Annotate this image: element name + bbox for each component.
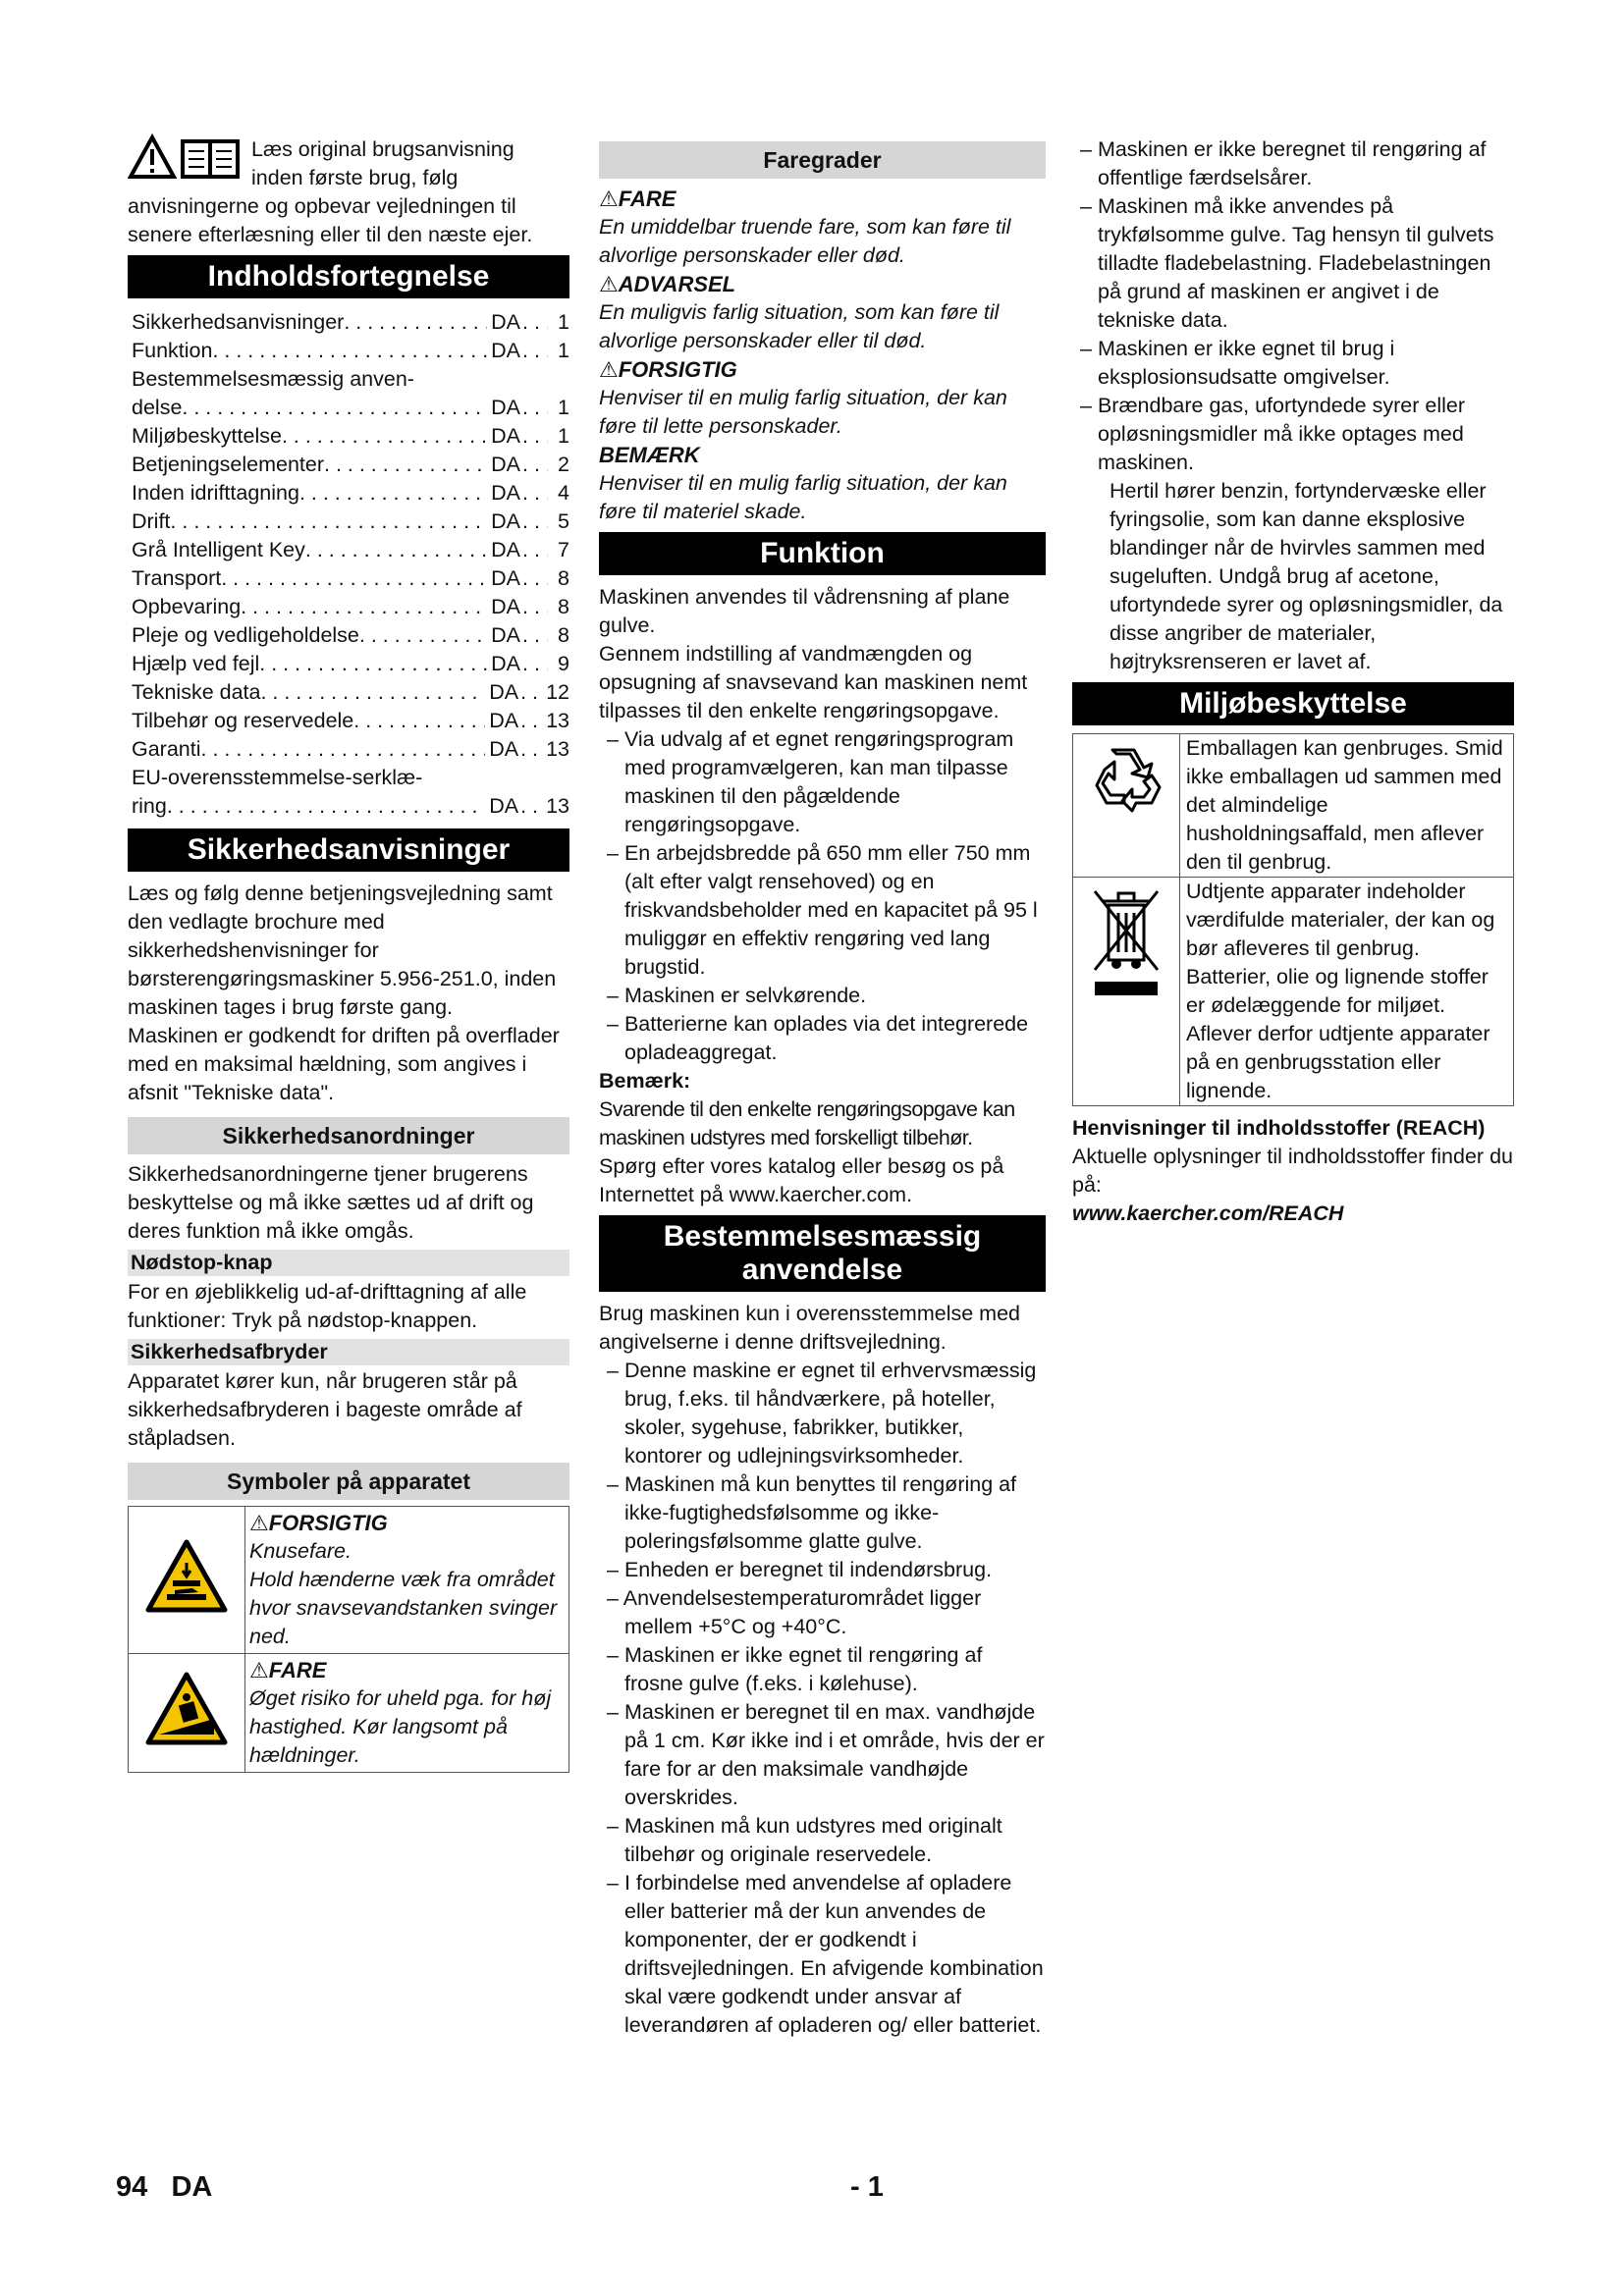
- toc-row[interactable]: Sikkerhedsanvisninger . . . DA . . . 1: [132, 308, 569, 337]
- intended-use-list: [599, 1357, 1046, 2040]
- symbol-heading: ⚠FARE: [249, 1658, 327, 1682]
- toc-row[interactable]: delse . . . DA . . . 1: [132, 394, 569, 422]
- safety-switch-text: Apparatet kører kun, når brugeren står på sikkerhedsafbryderen i bageste område af ståpladsen.: [128, 1369, 522, 1450]
- toc-row[interactable]: ring . . . DA . . . 13: [132, 792, 569, 821]
- footer-language: DA: [171, 2171, 213, 2203]
- function-note-text: Spørg efter vores katalog eller besøg os på Internettet på www.kaercher.com.: [599, 1154, 1004, 1206]
- list-item: – Maskinen må ikke anvendes på trykfølsomme gulve. Tag hensyn til gulvets tilladte fladebelastning. Fladebelastningen på grund af maskinen er angivet i de tekniske data.: [1072, 192, 1514, 335]
- list-item: – Brændbare gas, ufortyndede syrer eller opløsningsmidler må ikke optages med maskinen.: [1072, 392, 1514, 477]
- toc-title: Opbevaring: [132, 595, 242, 618]
- list-item: – Maskinen er ikke beregnet til rengøring af offentlige færdselsårer.: [1072, 135, 1514, 192]
- safety-switch-heading: Sikkerhedsafbryder: [128, 1339, 569, 1365]
- column-right: [1072, 135, 1514, 1228]
- toc-row[interactable]: Tekniske data . . . DA . . . 12: [132, 678, 569, 707]
- list-item: – Denne maskine er egnet til erhvervsmæssig brug, f.eks. til håndværkere, på hoteller, skoler, sygehuse, fabrikker, butikker, kontorer og udlejningsvirksomheder.: [599, 1357, 1046, 1470]
- function-note-text: Svarende til den enkelte rengøringsopgave kan maskinen udstyres med forskelligt tilbehør.: [599, 1097, 1015, 1149]
- list-item: – I forbindelse med anvendelse af opladere eller batterier må der kun anvendes de komponenter, der er godkendt i driftsvejledningen. En afvigende kombination skal være godkendt under ansvar af leverandøren af opladeren og/ eller batteriet.: [599, 1869, 1046, 2040]
- symbol-text: Hold hænderne væk fra området hvor snavsevandstanken svinger ned.: [249, 1568, 558, 1648]
- toc-row[interactable]: Funktion . . . DA . . . 1: [132, 337, 569, 365]
- list-item: – Maskinen må kun benyttes til rengøring af ikke-fugtighedsfølsomme og ikke-poleringsfølsomme glatte gulve.: [599, 1470, 1046, 1556]
- toc-row[interactable]: Drift . . . DA . . . 5: [132, 507, 569, 536]
- toc-title: Miljøbeskyttelse: [132, 424, 282, 448]
- list-item: – Anvendelsestemperaturområdet ligger mellem +5°C og +40°C.: [599, 1584, 1046, 1641]
- page-footer-left: [116, 2171, 212, 2204]
- toc-row[interactable]: Garanti . . . DA . . . 13: [132, 735, 569, 764]
- crossed-bin-icon: [1087, 883, 1165, 1001]
- toc-title: Hjælp ved fejl: [132, 652, 260, 675]
- toc-row[interactable]: Opbevaring . . . DA . . . 8: [132, 593, 569, 621]
- function-heading: Funktion: [599, 532, 1046, 575]
- toc-row[interactable]: Tilbehør og reservedele . . . DA . . . 13: [132, 707, 569, 735]
- symbols-table: [128, 1506, 569, 1773]
- toc-row[interactable]: Miljøbeskyttelse . . . DA . . . 1: [132, 422, 569, 451]
- toc-title-line1: EU-overensstemmelse-serklæ-: [132, 766, 423, 789]
- toc-title: Funktion: [132, 339, 213, 362]
- table-of-contents: [132, 308, 569, 821]
- list-item: – En arbejdsbredde på 650 mm eller 750 mm (alt efter valgt rensehoved) og en friskvandsbeholder med en kapacitet på 95 l muliggør en effektiv rengøring ved lang brugstid.: [599, 839, 1046, 982]
- safety-paragraph: Maskinen er godkendt for driften på overflader med en maksimal hældning, som angives i afsnit "Tekniske data".: [128, 1024, 560, 1104]
- hazard-note-heading: BEMÆRK: [599, 443, 700, 467]
- toc-title: Inden idrifttagning: [132, 481, 299, 505]
- function-paragraph: Gennem indstilling af vandmængden og opsugning af snavsevand kan maskinen nemt tilpasses til den enkelte rengøringsopgave.: [599, 642, 1028, 722]
- hazard-level-text: Henviser til en mulig farlig situation, der kan føre til lette personskader.: [599, 386, 1007, 438]
- crush-warning-icon: [145, 1539, 228, 1614]
- toc-title: Grå Intelligent Key: [132, 538, 305, 561]
- environment-heading: Miljøbeskyttelse: [1072, 682, 1514, 725]
- list-item: – Maskinen er beregnet til en max. vandhøjde på 1 cm. Kør ikke ind i et område, hvis der er fare for ar den maksimale vandhøjde overskrides.: [599, 1698, 1046, 1812]
- reach-text: Aktuelle oplysninger til indholdsstoffer finder du på:: [1072, 1145, 1513, 1197]
- environment-text: Udtjente apparater indeholder værdifulde materialer, der kan og bør afleveres til genbrug. Batterier, olie og lignende stoffer er ødelæggende for miljøet. Aflever derfor udtjente apparater på en genbrugsstation eller lignende.: [1180, 878, 1514, 1106]
- slope-warning-icon: [145, 1672, 228, 1746]
- toc-title: Drift: [132, 509, 171, 533]
- toc-title: Pleje og vedligeholdelse: [132, 623, 359, 647]
- environment-row: [1073, 734, 1514, 878]
- intended-use-list-continued: [1072, 135, 1514, 477]
- list-item: – Maskinen er ikke egnet til rengøring af frosne gulve (f.eks. i kølehuse).: [599, 1641, 1046, 1698]
- symbol-row: [129, 1507, 569, 1654]
- toc-row[interactable]: Pleje og vedligeholdelse . . . DA . . . 8: [132, 621, 569, 650]
- function-note-heading: Bemærk:: [599, 1069, 691, 1093]
- environment-table: [1072, 733, 1514, 1106]
- toc-title: Transport: [132, 566, 222, 590]
- hazard-level-text: En umiddelbar truende fare, som kan føre til alvorlige personskader eller død.: [599, 215, 1011, 267]
- hazard-level-text: En muligvis farlig situation, som kan føre til alvorlige personskader eller til død.: [599, 300, 1000, 352]
- environment-row: [1073, 878, 1514, 1106]
- reach-link[interactable]: www.kaercher.com/REACH: [1072, 1201, 1344, 1225]
- toc-row[interactable]: Inden idrifttagning . . . DA . . . 4: [132, 479, 569, 507]
- function-list: [599, 725, 1046, 1067]
- toc-title: Garanti: [132, 737, 201, 761]
- toc-title: Sikkerhedsanvisninger: [132, 310, 345, 334]
- toc-row[interactable]: Transport . . . DA . . . 8: [132, 564, 569, 593]
- column-left: [128, 135, 569, 1773]
- safety-devices-text: Sikkerhedsanordningerne tjener brugerens beskyttelse og må ikke sættes ud af drift og deres funktion må ikke omgås.: [128, 1162, 534, 1243]
- recycle-icon: [1087, 740, 1165, 819]
- toc-row[interactable]: Grå Intelligent Key . . . DA . . . 7: [132, 536, 569, 564]
- column-middle: [599, 135, 1046, 2040]
- safety-heading: Sikkerhedsanvisninger: [128, 828, 569, 872]
- hazard-note-text: Henviser til en mulig farlig situation, der kan føre til materiel skade.: [599, 471, 1007, 523]
- toc-row[interactable]: Hjælp ved fejl . . . DA . . . 9: [132, 650, 569, 678]
- toc-title-line1: Bestemmelsesmæssig anven-: [132, 367, 414, 391]
- function-paragraph: Maskinen anvendes til vådrensning af plane gulve.: [599, 585, 1010, 637]
- symbol-text: Øget risiko for uheld pga. for høj hastighed. Kør langsomt på hældninger.: [249, 1686, 552, 1767]
- list-item: – Enheden er beregnet til indendørsbrug.: [599, 1556, 1046, 1584]
- list-item: – Via udvalg af et egnet rengøringsprogram med programvælgeren, kan man tilpasse maskinen til den pågældende rengøringsopgave.: [599, 725, 1046, 839]
- list-item: – Maskinen er selvkørende.: [599, 982, 1046, 1010]
- hazard-heading: Faregrader: [599, 141, 1046, 179]
- symbol-text: Knusefare.: [249, 1539, 352, 1563]
- intended-use-extra: Hertil hører benzin, fortyndervæske eller fyringsolie, som kan danne eksplosive blandinger når de hvirvles sammen med sugeluften. Undgå brug af acetone, ufortyndede syrer og opløsningsmidler, da disse angriber de materialer, højtryksrenseren er lavet af.: [1110, 479, 1503, 673]
- toc-title: ring: [132, 794, 167, 818]
- toc-title: Tekniske data: [132, 680, 261, 704]
- toc-heading: Indholdsfortegnelse: [128, 255, 569, 298]
- intended-use-heading: Bestemmelsesmæssig anvendelse: [599, 1215, 1046, 1292]
- hazard-level-heading: ⚠FORSIGTIG: [599, 357, 737, 382]
- safety-paragraph: Læs og følg denne betjeningsvejledning samt den vedlagte brochure med sikkerhedshenvisninger for børsterengøringsmaskiner 5.956-251.0, inden maskinen tages i brug første gang.: [128, 881, 557, 1019]
- list-item: – Maskinen må kun udstyres med originalt tilbehør og originale reservedele.: [599, 1812, 1046, 1869]
- reach-heading: Henvisninger til indholdsstoffer (REACH): [1072, 1116, 1486, 1140]
- hazard-level-heading: ⚠ADVARSEL: [599, 272, 736, 296]
- toc-row[interactable]: Betjeningselementer . . . DA . . . 2: [132, 451, 569, 479]
- warning-and-manual-icon: [128, 133, 245, 183]
- hazard-level-heading: ⚠FARE: [599, 187, 677, 211]
- symbol-row: [129, 1654, 569, 1773]
- safety-devices-heading: Sikkerhedsanordninger: [128, 1117, 569, 1154]
- toc-title: delse: [132, 396, 183, 419]
- page-footer-center: - 1: [850, 2171, 884, 2203]
- intended-use-paragraph: Brug maskinen kun i overensstemmelse med angivelserne i denne driftsvejledning.: [599, 1302, 1020, 1354]
- toc-title: Betjeningselementer: [132, 453, 325, 476]
- intro-block: [128, 135, 569, 249]
- estop-heading: Nødstop-knap: [128, 1250, 569, 1276]
- list-item: – Batterierne kan oplades via det integrerede opladeaggregat.: [599, 1010, 1046, 1067]
- symbol-heading: ⚠FORSIGTIG: [249, 1511, 388, 1535]
- environment-text: Emballagen kan genbruges. Smid ikke emballagen ud sammen med det almindelige husholdningsaffald, men aflever den til genbrug.: [1180, 734, 1514, 878]
- symbols-heading: Symboler på apparatet: [128, 1463, 569, 1500]
- estop-text: For en øjeblikkelig ud-af-drifttagning af alle funktioner: Tryk på nødstop-knappen.: [128, 1280, 527, 1332]
- toc-title: Tilbehør og reservedele: [132, 709, 354, 732]
- page-number: 94: [116, 2171, 148, 2203]
- list-item: – Maskinen er ikke egnet til brug i eksplosionsudsatte omgivelser.: [1072, 335, 1514, 392]
- intro-text: Læs original brugsanvisning inden første brug, følg anvisningerne og opbevar vejledningen til senere efterlæsning eller til den næste ejer.: [128, 137, 533, 246]
